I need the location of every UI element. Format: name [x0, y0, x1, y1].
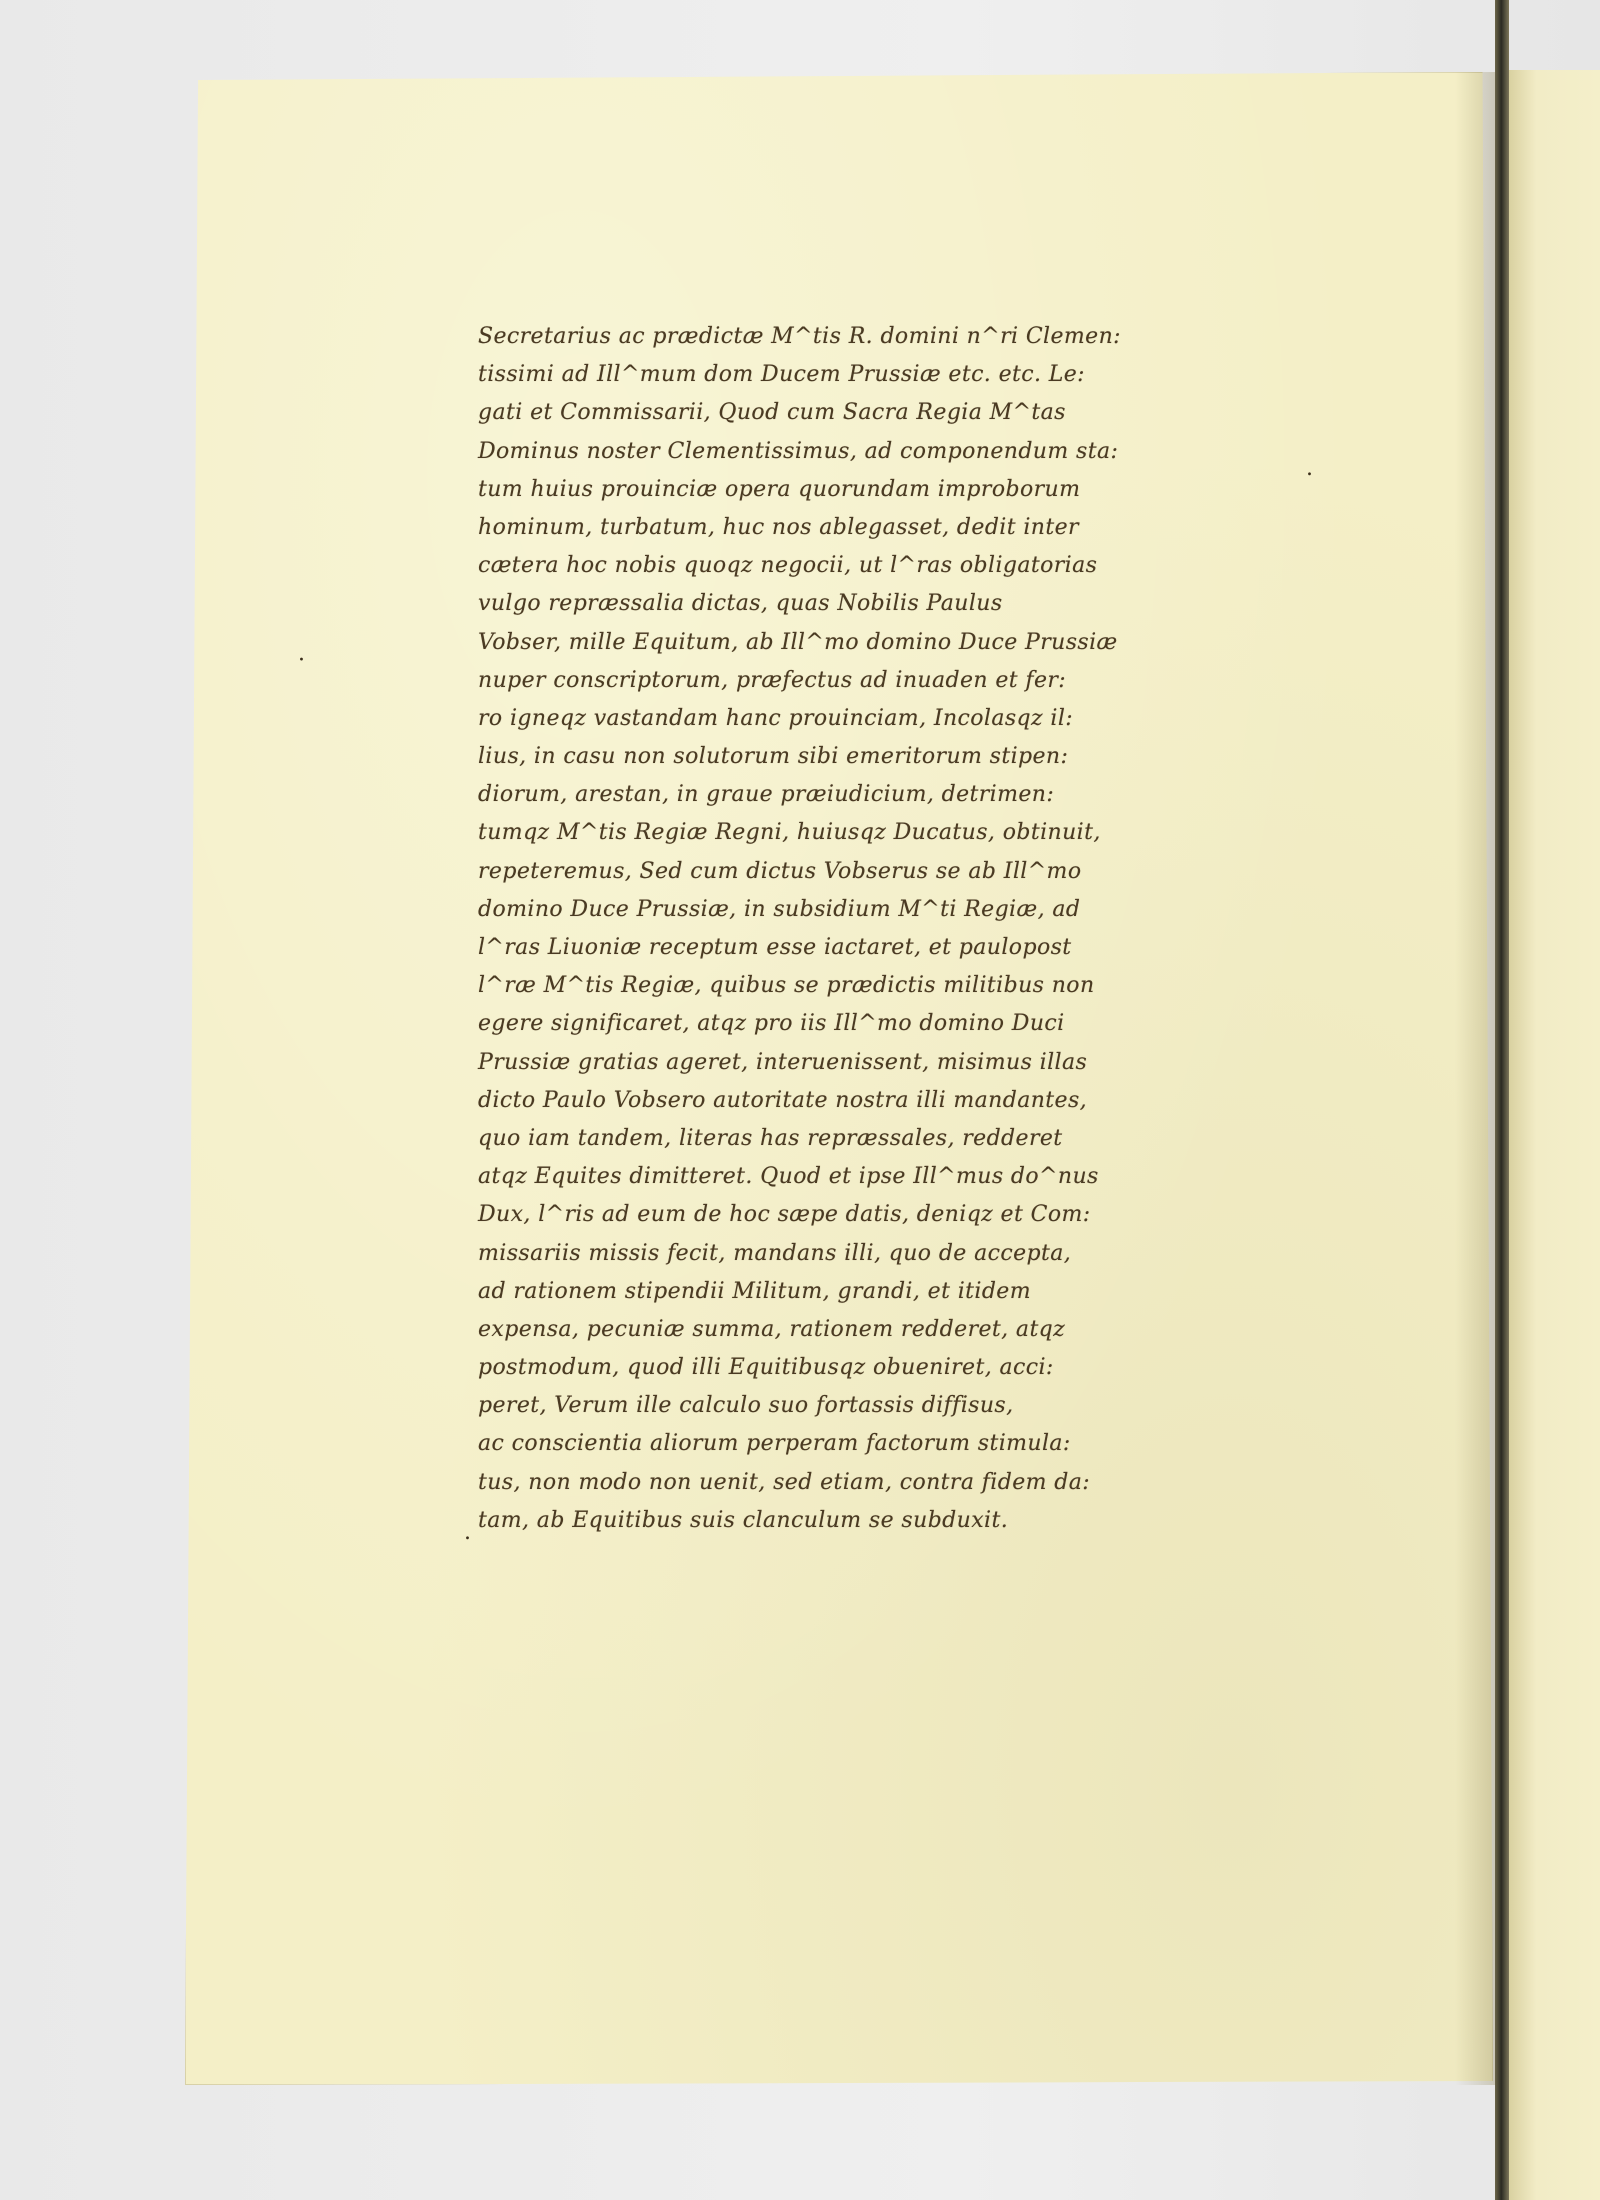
text-line: l^ras Liuoniæ receptum esse iactaret, et paulopost: [478, 935, 1072, 960]
text-line: tus, non modo non uenit, sed etiam, contra fidem da:: [478, 1469, 1091, 1495]
facing-page-edge: [1509, 70, 1600, 2200]
ink-dot: ·: [298, 648, 305, 673]
text-line: egere significaret, atqz pro iis Ill^mo domino Duci: [478, 1011, 1065, 1037]
ink-dot: .: [1306, 456, 1313, 481]
manuscript-text: [478, 318, 1248, 1540]
text-line: Prussiæ gratias ageret, interuenissent, misimus illas: [478, 1049, 1088, 1075]
text-line: Secretarius ac prædictæ M^tis R. domini n^ri Clemen:: [478, 324, 1121, 349]
book-gutter: [1495, 0, 1509, 2200]
text-line: vulgo repræssalia dictas, quas Nobilis Paulus: [478, 591, 1003, 617]
text-line: Vobser, mille Equitum, ab Ill^mo domino Duce Prussiæ: [478, 629, 1118, 655]
text-line: Dux, l^ris ad eum de hoc sæpe datis, deniqz et Com:: [478, 1202, 1091, 1228]
text-line: peret, Verum ille calculo suo fortassis diffisus,: [478, 1393, 1014, 1419]
text-line: tumqz M^tis Regiæ Regni, huiusqz Ducatus, obtinuit,: [478, 820, 1101, 846]
text-line: cætera hoc nobis quoqz negocii, ut l^ras obligatorias: [478, 553, 1098, 579]
text-line: postmodum, quod illi Equitibusqz obueniret, acci:: [478, 1355, 1054, 1381]
text-line: atqz Equites dimitteret. Quod et ipse Ill^mus do^nus: [478, 1164, 1099, 1190]
text-line: expensa, pecuniæ summa, rationem redderet, atqz: [478, 1316, 1066, 1342]
text-line: nuper conscriptorum, præfectus ad inuaden et fer:: [478, 667, 1067, 693]
text-line: lius, in casu non solutorum sibi emeritorum stipen:: [478, 744, 1069, 770]
text-line: domino Duce Prussiæ, in subsidium M^ti Regiæ, ad: [478, 896, 1081, 922]
text-line: quo iam tandem, literas has repræssales, redderet: [478, 1125, 1063, 1151]
text-line: dicto Paulo Vobsero autoritate nostra illi mandantes,: [478, 1087, 1088, 1113]
text-line: missariis missis fecit, mandans illi, quo de accepta,: [478, 1240, 1072, 1266]
ink-dot: .: [464, 1520, 471, 1545]
text-line: ad rationem stipendii Militum, grandi, et itidem: [478, 1278, 1031, 1304]
text-line: hominum, turbatum, huc nos ablegasset, dedit inter: [478, 514, 1079, 540]
text-line: Dominus noster Clementissimus, ad componendum sta:: [478, 438, 1119, 464]
text-line: tam, ab Equitibus suis clanculum se subduxit.: [478, 1507, 1009, 1533]
text-line: gati et Commissarii, Quod cum Sacra Regia M^tas: [478, 400, 1066, 426]
text-line: repeteremus, Sed cum dictus Vobserus se ab Ill^mo: [478, 858, 1082, 884]
page-edge-shadow: [1455, 72, 1495, 2085]
text-line: ac conscientia aliorum perperam factorum stimula:: [478, 1431, 1071, 1457]
text-line: tissimi ad Ill^mum dom Ducem Prussiæ etc. etc. Le:: [478, 362, 1085, 388]
text-line: ro igneqz vastandam hanc prouinciam, Incolasqz il:: [478, 705, 1074, 731]
text-line: l^ræ M^tis Regiæ, quibus se prædictis militibus non: [478, 973, 1095, 999]
text-line: tum huius prouinciæ opera quorundam improborum: [478, 476, 1081, 502]
text-line: diorum, arestan, in graue præiudicium, detrimen:: [478, 782, 1055, 808]
